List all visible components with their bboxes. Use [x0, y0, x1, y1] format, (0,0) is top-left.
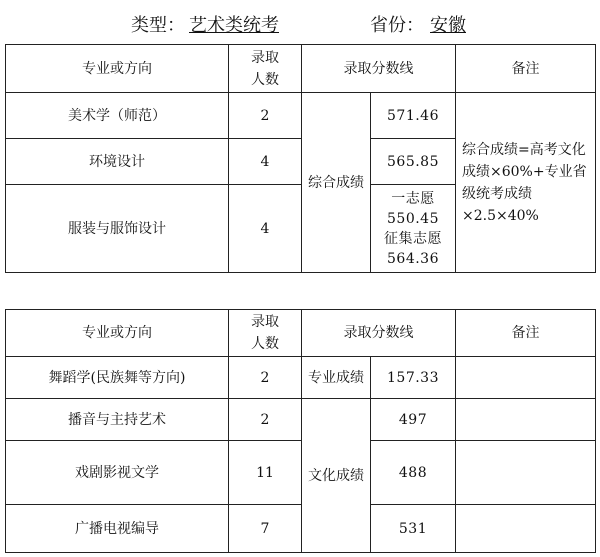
count-cell: 2 — [229, 357, 302, 399]
supplementary-label: 征集志愿 — [384, 230, 442, 247]
major-cell: 播音与主持艺术 — [6, 399, 229, 441]
first-choice-score: 550.45 — [387, 210, 439, 227]
score-cell: 488 — [371, 441, 456, 505]
major-cell: 美术学（师范） — [6, 93, 229, 139]
score-type-cell: 专业成绩 — [302, 357, 371, 399]
note-cell — [456, 441, 596, 505]
major-cell: 广播电视编导 — [6, 505, 229, 553]
header-note: 备注 — [456, 45, 596, 93]
count-cell: 11 — [229, 441, 302, 505]
table-row — [6, 441, 596, 505]
major-cell: 戏剧影视文学 — [6, 441, 229, 505]
note-cell: 综合成绩=高考文化成绩×60%+专业省级统考成绩×2.5×40% — [456, 93, 596, 273]
count-cell: 2 — [229, 93, 302, 139]
table-row — [6, 93, 596, 139]
major-cell: 服装与服饰设计 — [6, 185, 229, 273]
admission-table-1 — [5, 44, 596, 273]
major-cell: 环境设计 — [6, 139, 229, 185]
header-major: 专业或方向 — [6, 310, 229, 357]
score-type-cell: 综合成绩 — [302, 93, 371, 273]
header-score: 录取分数线 — [302, 310, 456, 357]
table-row — [6, 399, 596, 441]
page-header — [0, 8, 600, 38]
header-count: 录取人数 — [229, 310, 302, 357]
table-row — [6, 357, 596, 399]
note-cell — [456, 357, 596, 399]
score-cell: 565.85 — [371, 139, 456, 185]
count-cell: 2 — [229, 399, 302, 441]
note-cell — [456, 505, 596, 553]
type-value: 艺术类统考 — [189, 15, 279, 36]
type-label: 类型： — [131, 15, 185, 36]
table-header-row — [6, 310, 596, 357]
count-cell: 7 — [229, 505, 302, 553]
first-choice-label: 一志愿 — [391, 190, 435, 207]
province-label: 省份： — [370, 15, 424, 36]
score-cell: 157.33 — [371, 357, 456, 399]
count-cell: 4 — [229, 185, 302, 273]
supplementary-score: 564.36 — [387, 250, 439, 267]
header-major: 专业或方向 — [6, 45, 229, 93]
table-row — [6, 505, 596, 553]
score-type-cell: 文化成绩 — [302, 399, 371, 553]
major-cell: 舞蹈学(民族舞等方向) — [6, 357, 229, 399]
admission-table-2 — [5, 309, 596, 553]
header-score: 录取分数线 — [302, 45, 456, 93]
header-count: 录取人数 — [229, 45, 302, 93]
count-cell: 4 — [229, 139, 302, 185]
note-cell — [456, 399, 596, 441]
header-note: 备注 — [456, 310, 596, 357]
score-cell: 497 — [371, 399, 456, 441]
province-value: 安徽 — [430, 15, 466, 36]
score-cell: 571.46 — [371, 93, 456, 139]
score-cell: 531 — [371, 505, 456, 553]
score-cell-multi — [371, 185, 456, 273]
table-header-row — [6, 45, 596, 93]
